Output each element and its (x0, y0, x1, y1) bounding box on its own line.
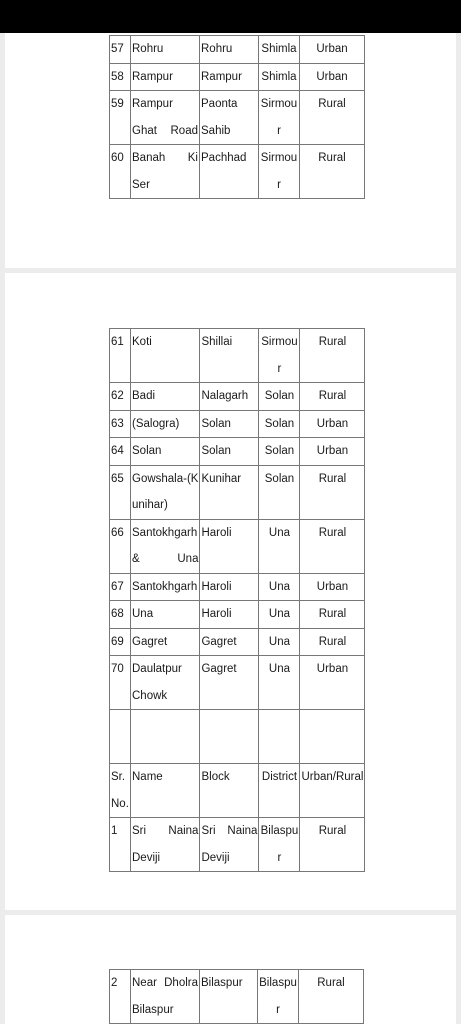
type-cell-line: Rural (318, 336, 347, 348)
district-cell-line: Shimla (261, 43, 297, 55)
serial-number-cell (110, 465, 131, 519)
serial-number-cell-line: 67 (111, 580, 124, 593)
name-cell (131, 764, 200, 818)
serial-number-cell-line: 68 (111, 608, 124, 620)
district-cell-line: Sirmou (261, 336, 298, 348)
type-cell-line: Urban (316, 70, 348, 83)
type-cell (300, 63, 365, 91)
block-cell (200, 36, 259, 64)
table-row (110, 601, 365, 629)
type-cell (300, 438, 365, 466)
name-cell-line: Gagret (132, 635, 168, 648)
serial-number-cell (110, 36, 131, 64)
serial-number-cell (110, 519, 131, 573)
type-cell (300, 818, 365, 872)
name-cell-line: Gowshala-(K (132, 472, 199, 485)
serial-number-cell (110, 656, 131, 710)
district-cell (259, 63, 300, 91)
name-cell-line: Santokhgarh (132, 580, 198, 593)
type-cell (300, 656, 365, 710)
name-cell (131, 329, 200, 383)
type-cell-line: Rural (318, 98, 346, 110)
table-row (110, 656, 365, 710)
block-cell (200, 970, 258, 1024)
type-cell (300, 710, 365, 764)
serial-number-cell (110, 628, 131, 656)
type-cell-line: Urban (316, 43, 348, 55)
name-cell (131, 710, 200, 764)
district-cell-line: Una (268, 635, 291, 648)
name-cell-line: Ghat Road (132, 124, 198, 137)
block-cell-line: Deviji (201, 851, 230, 864)
district-cell-line: r (277, 851, 282, 864)
block-cell (200, 438, 259, 466)
block-cell-line: Gagret (201, 635, 237, 648)
block-cell (200, 628, 259, 656)
block-cell (200, 764, 259, 818)
name-cell (131, 145, 200, 199)
document-page-3 (5, 915, 456, 1024)
district-cell (259, 818, 300, 872)
name-cell (131, 519, 200, 573)
table-row (110, 519, 365, 573)
block-cell (200, 63, 259, 91)
district-cell-line: r (277, 362, 282, 375)
block-cell-line: Rampur (201, 70, 242, 83)
name-cell (131, 818, 200, 872)
table-row (110, 329, 365, 383)
name-cell-line: Koti (132, 336, 152, 348)
serial-number-cell (110, 970, 131, 1024)
block-cell-line: Solan (201, 417, 231, 430)
serial-number-cell (110, 63, 131, 91)
district-cell-line: Solan (264, 445, 295, 457)
name-cell (131, 410, 200, 438)
name-cell-line: Deviji (132, 851, 161, 864)
serial-number-cell-line: Sr. (111, 771, 126, 783)
serial-number-cell-line: 59 (111, 98, 124, 110)
block-cell (200, 410, 259, 438)
district-cell (259, 573, 300, 601)
serial-number-cell-line: 69 (111, 635, 124, 648)
serial-number-cell-line: 2 (111, 977, 118, 989)
type-cell-line: Urban/Rural (301, 771, 364, 783)
name-cell-line: Sri Naina (132, 825, 199, 837)
name-cell-line: Near Dholra (132, 977, 198, 989)
block-cell-line: Gagret (201, 663, 237, 675)
serial-number-cell (110, 710, 131, 764)
block-cell-line: Haroli (201, 526, 232, 539)
type-cell (299, 970, 364, 1024)
serial-number-cell-line: 57 (111, 43, 124, 55)
name-cell-line: & Una (132, 553, 199, 565)
serial-number-cell (110, 438, 131, 466)
serial-number-cell (110, 601, 131, 629)
name-cell (131, 628, 200, 656)
block-cell-line: Shillai (201, 336, 233, 348)
district-cell (259, 519, 300, 573)
type-cell-line: Rural (318, 526, 347, 539)
name-cell (131, 36, 200, 64)
serial-number-cell-line: 65 (111, 472, 124, 485)
type-cell (300, 573, 365, 601)
block-cell-line: Rohru (201, 43, 233, 55)
serial-number-cell-line: No. (111, 797, 129, 810)
type-cell (300, 410, 365, 438)
block-cell-line: Bilaspur (201, 977, 243, 989)
table-row (110, 465, 365, 519)
type-cell-line: Urban (316, 580, 349, 593)
district-cell-line: Una (268, 526, 291, 539)
serial-number-cell-line: 58 (111, 70, 124, 83)
district-cell-line: r (277, 178, 281, 191)
name-cell (131, 970, 200, 1024)
block-cell-line: Sahib (201, 124, 231, 137)
type-cell (300, 329, 365, 383)
name-cell-line: Solan (132, 445, 162, 457)
data-table-1 (109, 35, 365, 199)
serial-number-cell-line: 62 (111, 390, 124, 402)
block-cell (200, 519, 259, 573)
type-cell-line: Rural (318, 608, 347, 620)
block-cell (200, 573, 259, 601)
serial-number-cell (110, 573, 131, 601)
district-cell-line: Solan (264, 390, 295, 402)
serial-number-cell-line: 61 (111, 336, 124, 348)
district-cell (258, 970, 299, 1024)
district-cell-line: r (276, 1003, 280, 1016)
name-cell (131, 601, 200, 629)
name-cell-line: Bilaspur (132, 1003, 174, 1016)
table-row (110, 91, 365, 145)
table-row (110, 410, 365, 438)
data-table-2 (109, 328, 365, 872)
block-cell (200, 145, 259, 199)
district-cell-line: Una (268, 580, 291, 593)
name-cell (131, 438, 200, 466)
name-cell-line: Badi (132, 390, 156, 402)
name-cell-line: unihar) (132, 499, 168, 511)
type-cell-line: Rural (318, 825, 347, 837)
serial-number-cell-line: 1 (111, 825, 118, 837)
serial-number-cell-line: 66 (111, 526, 124, 539)
district-cell (259, 329, 300, 383)
district-cell-line: Sirmou (260, 98, 298, 110)
table-row (110, 383, 365, 411)
serial-number-cell (110, 818, 131, 872)
table-row (110, 63, 365, 91)
type-cell (300, 36, 365, 64)
block-cell-line: Haroli (201, 608, 232, 620)
type-cell (300, 628, 365, 656)
table-row (110, 970, 364, 1024)
block-cell-line: Paonta (201, 98, 238, 110)
block-cell-line: Solan (201, 445, 231, 457)
block-cell (200, 329, 259, 383)
serial-number-cell-line: 70 (111, 663, 124, 675)
table-row (110, 628, 365, 656)
type-cell (300, 764, 365, 818)
district-cell (259, 438, 300, 466)
table-row (110, 36, 365, 64)
serial-number-cell (110, 329, 131, 383)
block-cell (200, 656, 259, 710)
district-cell (259, 410, 300, 438)
district-cell-line: Bilaspu (260, 825, 299, 837)
name-cell-line: Rohru (132, 43, 164, 55)
name-cell-line: Santokhgarh (132, 526, 198, 539)
name-cell-line: Chowk (132, 689, 168, 702)
name-cell-line: (Salogra) (132, 417, 180, 430)
document-page-1 (5, 33, 456, 268)
serial-number-cell (110, 145, 131, 199)
block-cell (200, 465, 259, 519)
district-cell-line: Una (268, 608, 291, 620)
type-cell (300, 601, 365, 629)
table-row (110, 573, 365, 601)
name-cell-line: Una (132, 608, 154, 620)
block-cell-line: Pachhad (201, 152, 247, 164)
type-cell-line: Rural (318, 390, 347, 402)
name-cell-line: Rampur (132, 98, 173, 110)
block-cell (200, 818, 259, 872)
table-row (110, 818, 365, 872)
type-cell-line: Urban (316, 445, 349, 457)
type-cell (300, 383, 365, 411)
district-cell (259, 628, 300, 656)
district-cell (259, 710, 300, 764)
block-cell (200, 710, 259, 764)
block-cell-line: Haroli (201, 580, 232, 593)
block-cell-line: Nalagarh (201, 390, 249, 402)
district-cell (259, 383, 300, 411)
document-page-2 (5, 273, 456, 910)
district-cell (259, 36, 300, 64)
block-cell-line: Sri Naina (201, 825, 258, 837)
type-cell (300, 465, 365, 519)
serial-number-cell (110, 764, 131, 818)
name-cell-line: Name (132, 771, 163, 783)
district-cell (259, 145, 300, 199)
district-cell (259, 601, 300, 629)
district-cell-line: District (261, 771, 298, 783)
district-cell-line: r (277, 124, 281, 137)
type-cell-line: Rural (318, 472, 347, 485)
serial-number-cell-line: 64 (111, 445, 124, 457)
type-cell-line: Rural (318, 635, 347, 648)
name-cell-line: Ser (132, 178, 150, 191)
block-cell-line: Kunihar (201, 472, 242, 485)
serial-number-cell (110, 91, 131, 145)
district-cell (259, 465, 300, 519)
type-cell-line: Urban (316, 663, 349, 675)
name-cell (131, 465, 200, 519)
type-cell (300, 91, 365, 145)
type-cell-line: Rural (318, 152, 346, 164)
name-cell (131, 383, 200, 411)
name-cell (131, 63, 200, 91)
type-cell (300, 145, 365, 199)
name-cell (131, 656, 200, 710)
serial-number-cell (110, 410, 131, 438)
data-table-3 (109, 969, 364, 1024)
district-cell-line: Solan (264, 417, 295, 430)
block-cell (200, 383, 259, 411)
district-cell-line: Sirmou (260, 152, 298, 164)
district-cell (259, 656, 300, 710)
name-cell (131, 573, 200, 601)
serial-number-cell-line: 60 (111, 152, 124, 164)
name-cell (131, 91, 200, 145)
table-header-row (110, 764, 365, 818)
district-cell (259, 91, 300, 145)
serial-number-cell (110, 383, 131, 411)
table-row (110, 710, 365, 764)
name-cell-line: Banah Ki (132, 152, 198, 164)
block-cell-line: Block (201, 771, 230, 783)
district-cell (259, 764, 300, 818)
district-cell-line: Solan (264, 472, 295, 485)
type-cell-line: Urban (316, 417, 349, 430)
serial-number-cell-line: 63 (111, 417, 124, 430)
block-cell (200, 91, 259, 145)
table-row (110, 438, 365, 466)
district-cell-line: Una (268, 663, 291, 675)
district-cell-line: Bilaspu (259, 977, 297, 989)
block-cell (200, 601, 259, 629)
status-bar (0, 0, 461, 33)
name-cell-line: Rampur (132, 70, 173, 83)
name-cell-line: Daulatpur (132, 663, 182, 675)
type-cell (300, 519, 365, 573)
type-cell-line: Rural (317, 977, 345, 989)
table-row (110, 145, 365, 199)
district-cell-line: Shimla (261, 70, 297, 83)
